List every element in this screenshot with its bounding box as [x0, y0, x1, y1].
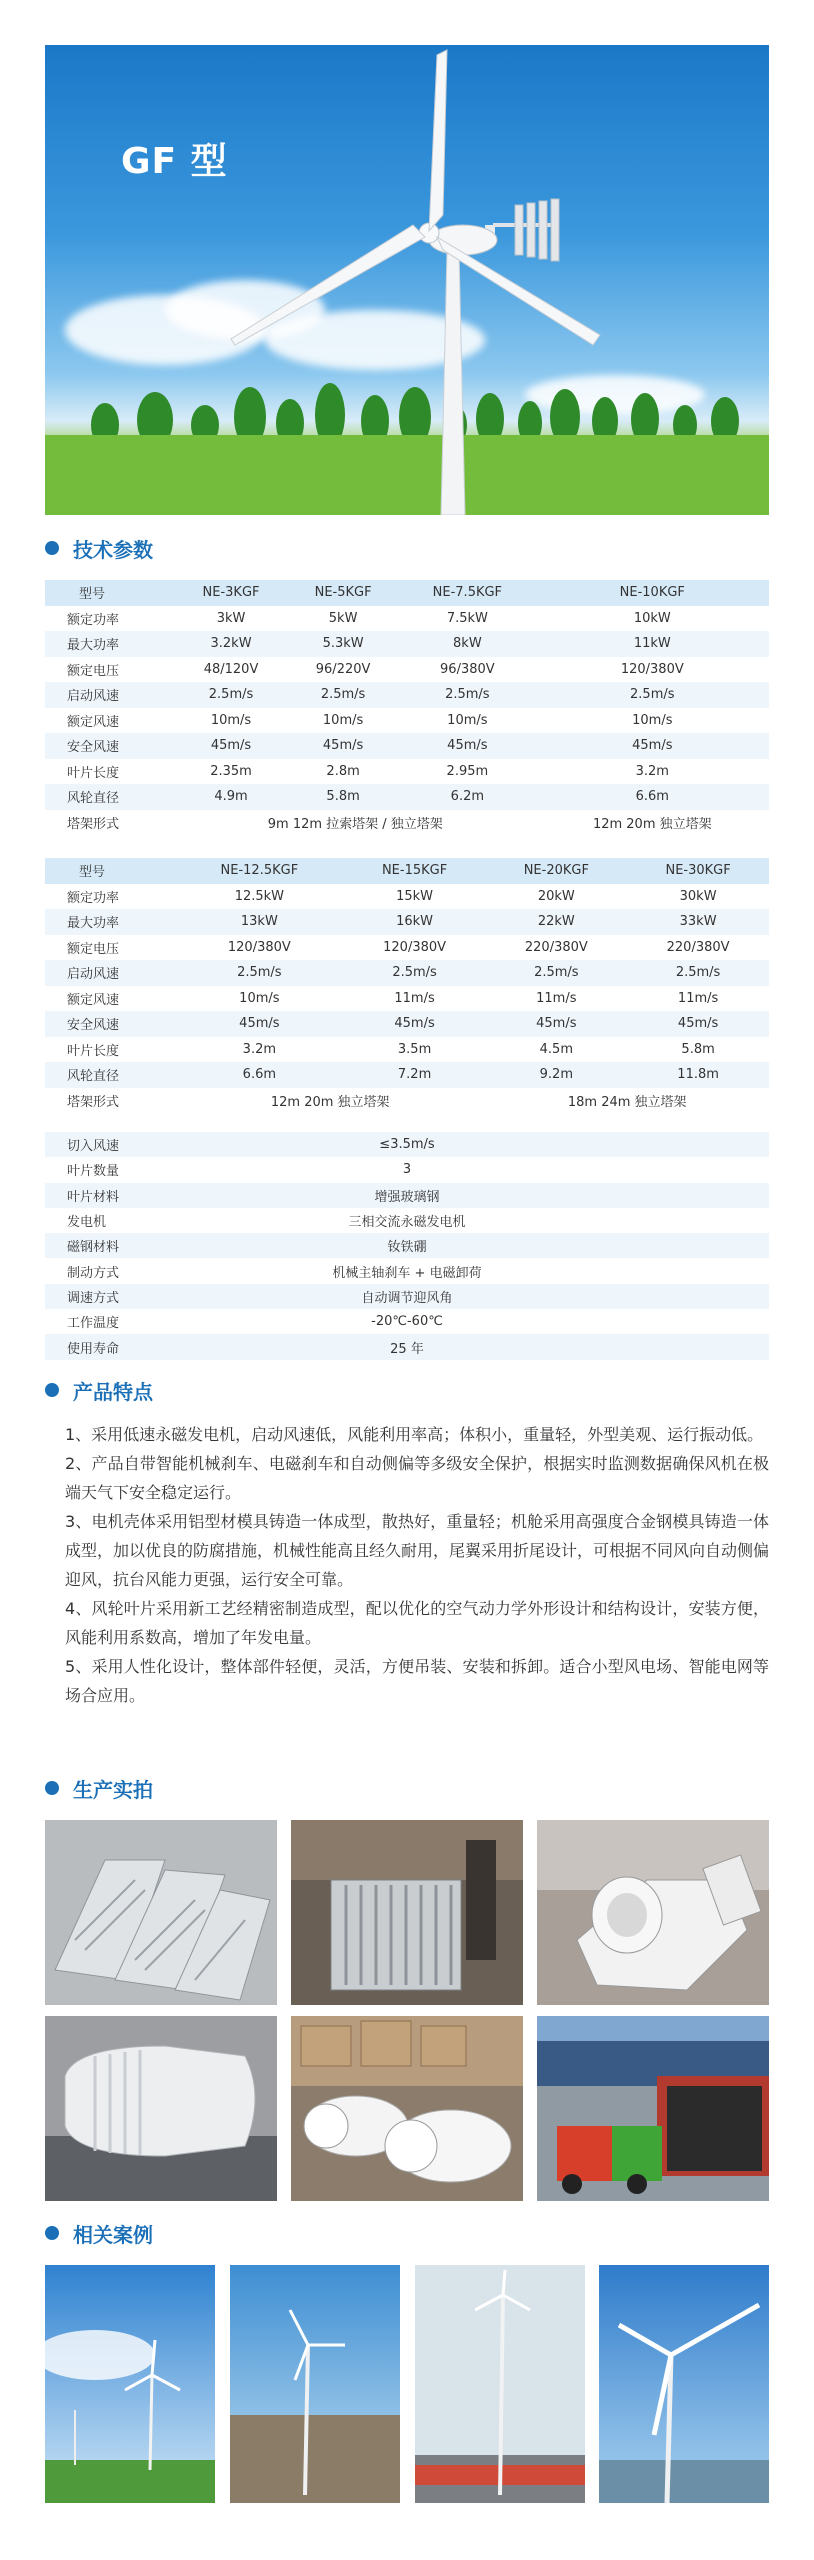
table-cell: 20kW [485, 884, 627, 910]
table-cell: 22kW [485, 909, 627, 935]
table-cell: 启动风速 [45, 682, 175, 708]
table-cell: 2.5m/s [175, 960, 344, 986]
table-cell: 45m/s [399, 733, 535, 759]
section-header-cases [45, 2218, 153, 2248]
bullet-dot-icon [45, 1383, 59, 1397]
table-cell: NE-20KGF [485, 858, 627, 884]
table-cell: 25 年 [205, 1334, 769, 1359]
table-cell: 9m 12m 拉索塔架 / 独立塔架 [175, 810, 536, 836]
table-cell: -20℃-60℃ [205, 1309, 769, 1334]
table-row [45, 810, 769, 836]
table-cell: ≤3.5m/s [205, 1132, 769, 1157]
feature-item: 5、采用人性化设计，整体部件轻便，灵活，方便吊装、安装和拆卸。适合小型风电场、智能电网等场合应用。 [65, 1657, 769, 1705]
spec-table-1 [45, 580, 769, 835]
table-cell: 叶片数量 [45, 1157, 205, 1182]
production-photo-housings [45, 1820, 277, 2005]
table-cell: 45m/s [627, 1011, 769, 1037]
hero-banner [45, 45, 769, 515]
section-title: 技术参数 [73, 537, 153, 562]
table-cell: 220/380V [627, 935, 769, 961]
production-photo-generators [291, 2016, 523, 2201]
table-cell: 45m/s [175, 1011, 344, 1037]
table-cell: 96/380V [399, 657, 535, 683]
table-row [45, 1258, 769, 1283]
table-cell: 额定风速 [45, 986, 175, 1012]
table-row [45, 1132, 769, 1157]
table-cell: 12.5kW [175, 884, 344, 910]
table-row [45, 759, 769, 785]
spec-table-2 [45, 858, 769, 1113]
table-cell: 45m/s [287, 733, 399, 759]
table-cell: 11m/s [344, 986, 486, 1012]
case-photo-1 [45, 2265, 215, 2503]
table-cell: 叶片长度 [45, 759, 175, 785]
table-cell: 5.8m [627, 1037, 769, 1063]
table-cell: 发电机 [45, 1208, 205, 1233]
table-cell: 三相交流永磁发电机 [205, 1208, 769, 1233]
table-cell: 2.8m [287, 759, 399, 785]
table-cell: 制动方式 [45, 1258, 205, 1283]
production-photo-loading [537, 2016, 769, 2201]
table-row [45, 1183, 769, 1208]
table-cell: 叶片长度 [45, 1037, 175, 1063]
feature-item: 2、产品自带智能机械刹车、电磁刹车和自动侧偏等多级安全保护，根据实时监测数据确保风机在极端天气下安全稳定运行。 [65, 1454, 769, 1502]
hero-title: GF 型 [121, 141, 228, 182]
table-cell: 额定功率 [45, 606, 175, 632]
table-row [45, 1062, 769, 1088]
table-cell: 120/380V [175, 935, 344, 961]
table-cell: 额定风速 [45, 708, 175, 734]
table-cell: 切入风速 [45, 1132, 205, 1157]
table-cell: 额定电压 [45, 657, 175, 683]
bullet-dot-icon [45, 541, 59, 555]
table-row [45, 631, 769, 657]
table-cell: 10m/s [536, 708, 769, 734]
table-row [45, 1208, 769, 1233]
table-cell: NE-7.5KGF [399, 580, 535, 606]
table-row [45, 1037, 769, 1063]
table-cell: 3.2m [536, 759, 769, 785]
table-cell: 96/220V [287, 657, 399, 683]
case-photo-3 [415, 2265, 585, 2503]
table-cell: 2.5m/s [627, 960, 769, 986]
table-cell: NE-5KGF [287, 580, 399, 606]
table-row [45, 784, 769, 810]
table-cell: 塔架形式 [45, 810, 175, 836]
table-cell: NE-10KGF [536, 580, 769, 606]
table-cell: 4.9m [175, 784, 287, 810]
table-cell: 2.5m/s [399, 682, 535, 708]
table-row [45, 1157, 769, 1182]
table-row [45, 909, 769, 935]
table-cell: 3kW [175, 606, 287, 632]
table-header-row [45, 858, 769, 884]
table-cell: 风轮直径 [45, 784, 175, 810]
table-cell: 45m/s [175, 733, 287, 759]
table-cell: 启动风速 [45, 960, 175, 986]
table-cell: 工作温度 [45, 1309, 205, 1334]
table-row [45, 606, 769, 632]
table-row [45, 1088, 769, 1114]
table-cell: NE-12.5KGF [175, 858, 344, 884]
section-header-features [45, 1375, 153, 1405]
table-row [45, 1334, 769, 1359]
table-cell: 220/380V [485, 935, 627, 961]
section-title: 产品特点 [73, 1379, 153, 1404]
table-row [45, 986, 769, 1012]
table-cell: 2.95m [399, 759, 535, 785]
table-row [45, 1309, 769, 1334]
features-list [65, 1420, 769, 1710]
table-cell: 2.5m/s [485, 960, 627, 986]
table-cell: 45m/s [536, 733, 769, 759]
wind-turbine-illustration [45, 45, 769, 515]
table-cell: 6.2m [399, 784, 535, 810]
table-row [45, 708, 769, 734]
table-cell: NE-3KGF [175, 580, 287, 606]
section-title: 相关案例 [73, 2222, 153, 2247]
table-cell: 10m/s [287, 708, 399, 734]
table-cell: 塔架形式 [45, 1088, 175, 1114]
table-cell: 6.6m [175, 1062, 344, 1088]
table-cell: 增强玻璃钢 [205, 1183, 769, 1208]
table-cell: 7.5kW [399, 606, 535, 632]
table-cell: 16kW [344, 909, 486, 935]
table-cell: 10m/s [399, 708, 535, 734]
table-row [45, 682, 769, 708]
table-cell: 45m/s [344, 1011, 486, 1037]
feature-item: 1、采用低速永磁发电机，启动风速低，风能利用率高；体积小，重量轻，外型美观、运行振动低。 [65, 1425, 764, 1444]
table-header-row [45, 580, 769, 606]
table-cell: 调速方式 [45, 1284, 205, 1309]
table-cell: 18m 24m 独立塔架 [485, 1088, 769, 1114]
table-cell: 磁钢材料 [45, 1233, 205, 1258]
table-cell: 10m/s [175, 708, 287, 734]
table-cell: NE-15KGF [344, 858, 486, 884]
table-cell: 2.5m/s [287, 682, 399, 708]
case-photo-2 [230, 2265, 400, 2503]
table-cell: 额定功率 [45, 884, 175, 910]
table-cell: 5kW [287, 606, 399, 632]
table-cell: 11m/s [627, 986, 769, 1012]
production-photo-rotor [291, 1820, 523, 2005]
table-cell: 风轮直径 [45, 1062, 175, 1088]
table-cell: 额定电压 [45, 935, 175, 961]
table-cell: 安全风速 [45, 733, 175, 759]
table-row [45, 1011, 769, 1037]
table-cell: 48/120V [175, 657, 287, 683]
table-cell: 11.8m [627, 1062, 769, 1088]
table-cell: 自动调节迎风角 [205, 1284, 769, 1309]
bullet-dot-icon [45, 1781, 59, 1795]
production-photo-nacelle [537, 1820, 769, 2005]
table-cell: 11m/s [485, 986, 627, 1012]
table-cell: 13kW [175, 909, 344, 935]
table-cell: 型号 [45, 858, 175, 884]
section-title: 生产实拍 [73, 1777, 153, 1802]
table-cell: 最大功率 [45, 909, 175, 935]
table-cell: 5.8m [287, 784, 399, 810]
section-header-production [45, 1773, 153, 1803]
table-cell: 3 [205, 1157, 769, 1182]
table-cell: 45m/s [485, 1011, 627, 1037]
table-row [45, 935, 769, 961]
table-cell: 叶片材料 [45, 1183, 205, 1208]
feature-item: 4、风轮叶片采用新工艺经精密制造成型，配以优化的空气动力学外形设计和结构设计，安装方便，风能利用系数高，增加了年发电量。 [65, 1599, 769, 1647]
table-cell: 2.5m/s [175, 682, 287, 708]
bullet-dot-icon [45, 2226, 59, 2240]
spec-table-common [45, 1132, 769, 1360]
table-cell: 10m/s [175, 986, 344, 1012]
table-row [45, 733, 769, 759]
table-cell: 12m 20m 独立塔架 [175, 1088, 485, 1114]
table-cell: 4.5m [485, 1037, 627, 1063]
table-cell: 3.2m [175, 1037, 344, 1063]
table-cell: 钕铁硼 [205, 1233, 769, 1258]
table-cell: 33kW [627, 909, 769, 935]
table-cell: 最大功率 [45, 631, 175, 657]
table-row [45, 1233, 769, 1258]
table-cell: 30kW [627, 884, 769, 910]
table-cell: 11kW [536, 631, 769, 657]
table-cell: 8kW [399, 631, 535, 657]
feature-item: 3、电机壳体采用铝型材模具铸造一体成型，散热好，重量轻；机舱采用高强度合金钢模具铸造一体成型，加以优良的防腐措施，机械性能高且经久耐用，尾翼采用折尾设计，可根据不同风向自动侧偏迎风，抗台风能力更强，运行安全可靠。 [65, 1512, 770, 1589]
table-cell: 5.3kW [287, 631, 399, 657]
table-cell: 10kW [536, 606, 769, 632]
table-cell: 使用寿命 [45, 1334, 205, 1359]
case-photo-4 [599, 2265, 769, 2503]
table-cell: 2.5m/s [344, 960, 486, 986]
table-cell: 2.35m [175, 759, 287, 785]
table-cell: 2.5m/s [536, 682, 769, 708]
table-row [45, 1284, 769, 1309]
table-cell: 15kW [344, 884, 486, 910]
table-cell: 6.6m [536, 784, 769, 810]
table-row [45, 960, 769, 986]
table-cell: 机械主轴刹车 + 电磁卸荷 [205, 1258, 769, 1283]
table-cell: 120/380V [344, 935, 486, 961]
table-row [45, 657, 769, 683]
table-cell: 3.2kW [175, 631, 287, 657]
table-cell: 安全风速 [45, 1011, 175, 1037]
production-photo-packaged [45, 2016, 277, 2201]
section-header-specs [45, 533, 153, 563]
table-cell: 120/380V [536, 657, 769, 683]
table-cell: 12m 20m 独立塔架 [536, 810, 769, 836]
table-cell: NE-30KGF [627, 858, 769, 884]
table-row [45, 884, 769, 910]
table-cell: 型号 [45, 580, 175, 606]
table-cell: 7.2m [344, 1062, 486, 1088]
table-cell: 9.2m [485, 1062, 627, 1088]
table-cell: 3.5m [344, 1037, 486, 1063]
